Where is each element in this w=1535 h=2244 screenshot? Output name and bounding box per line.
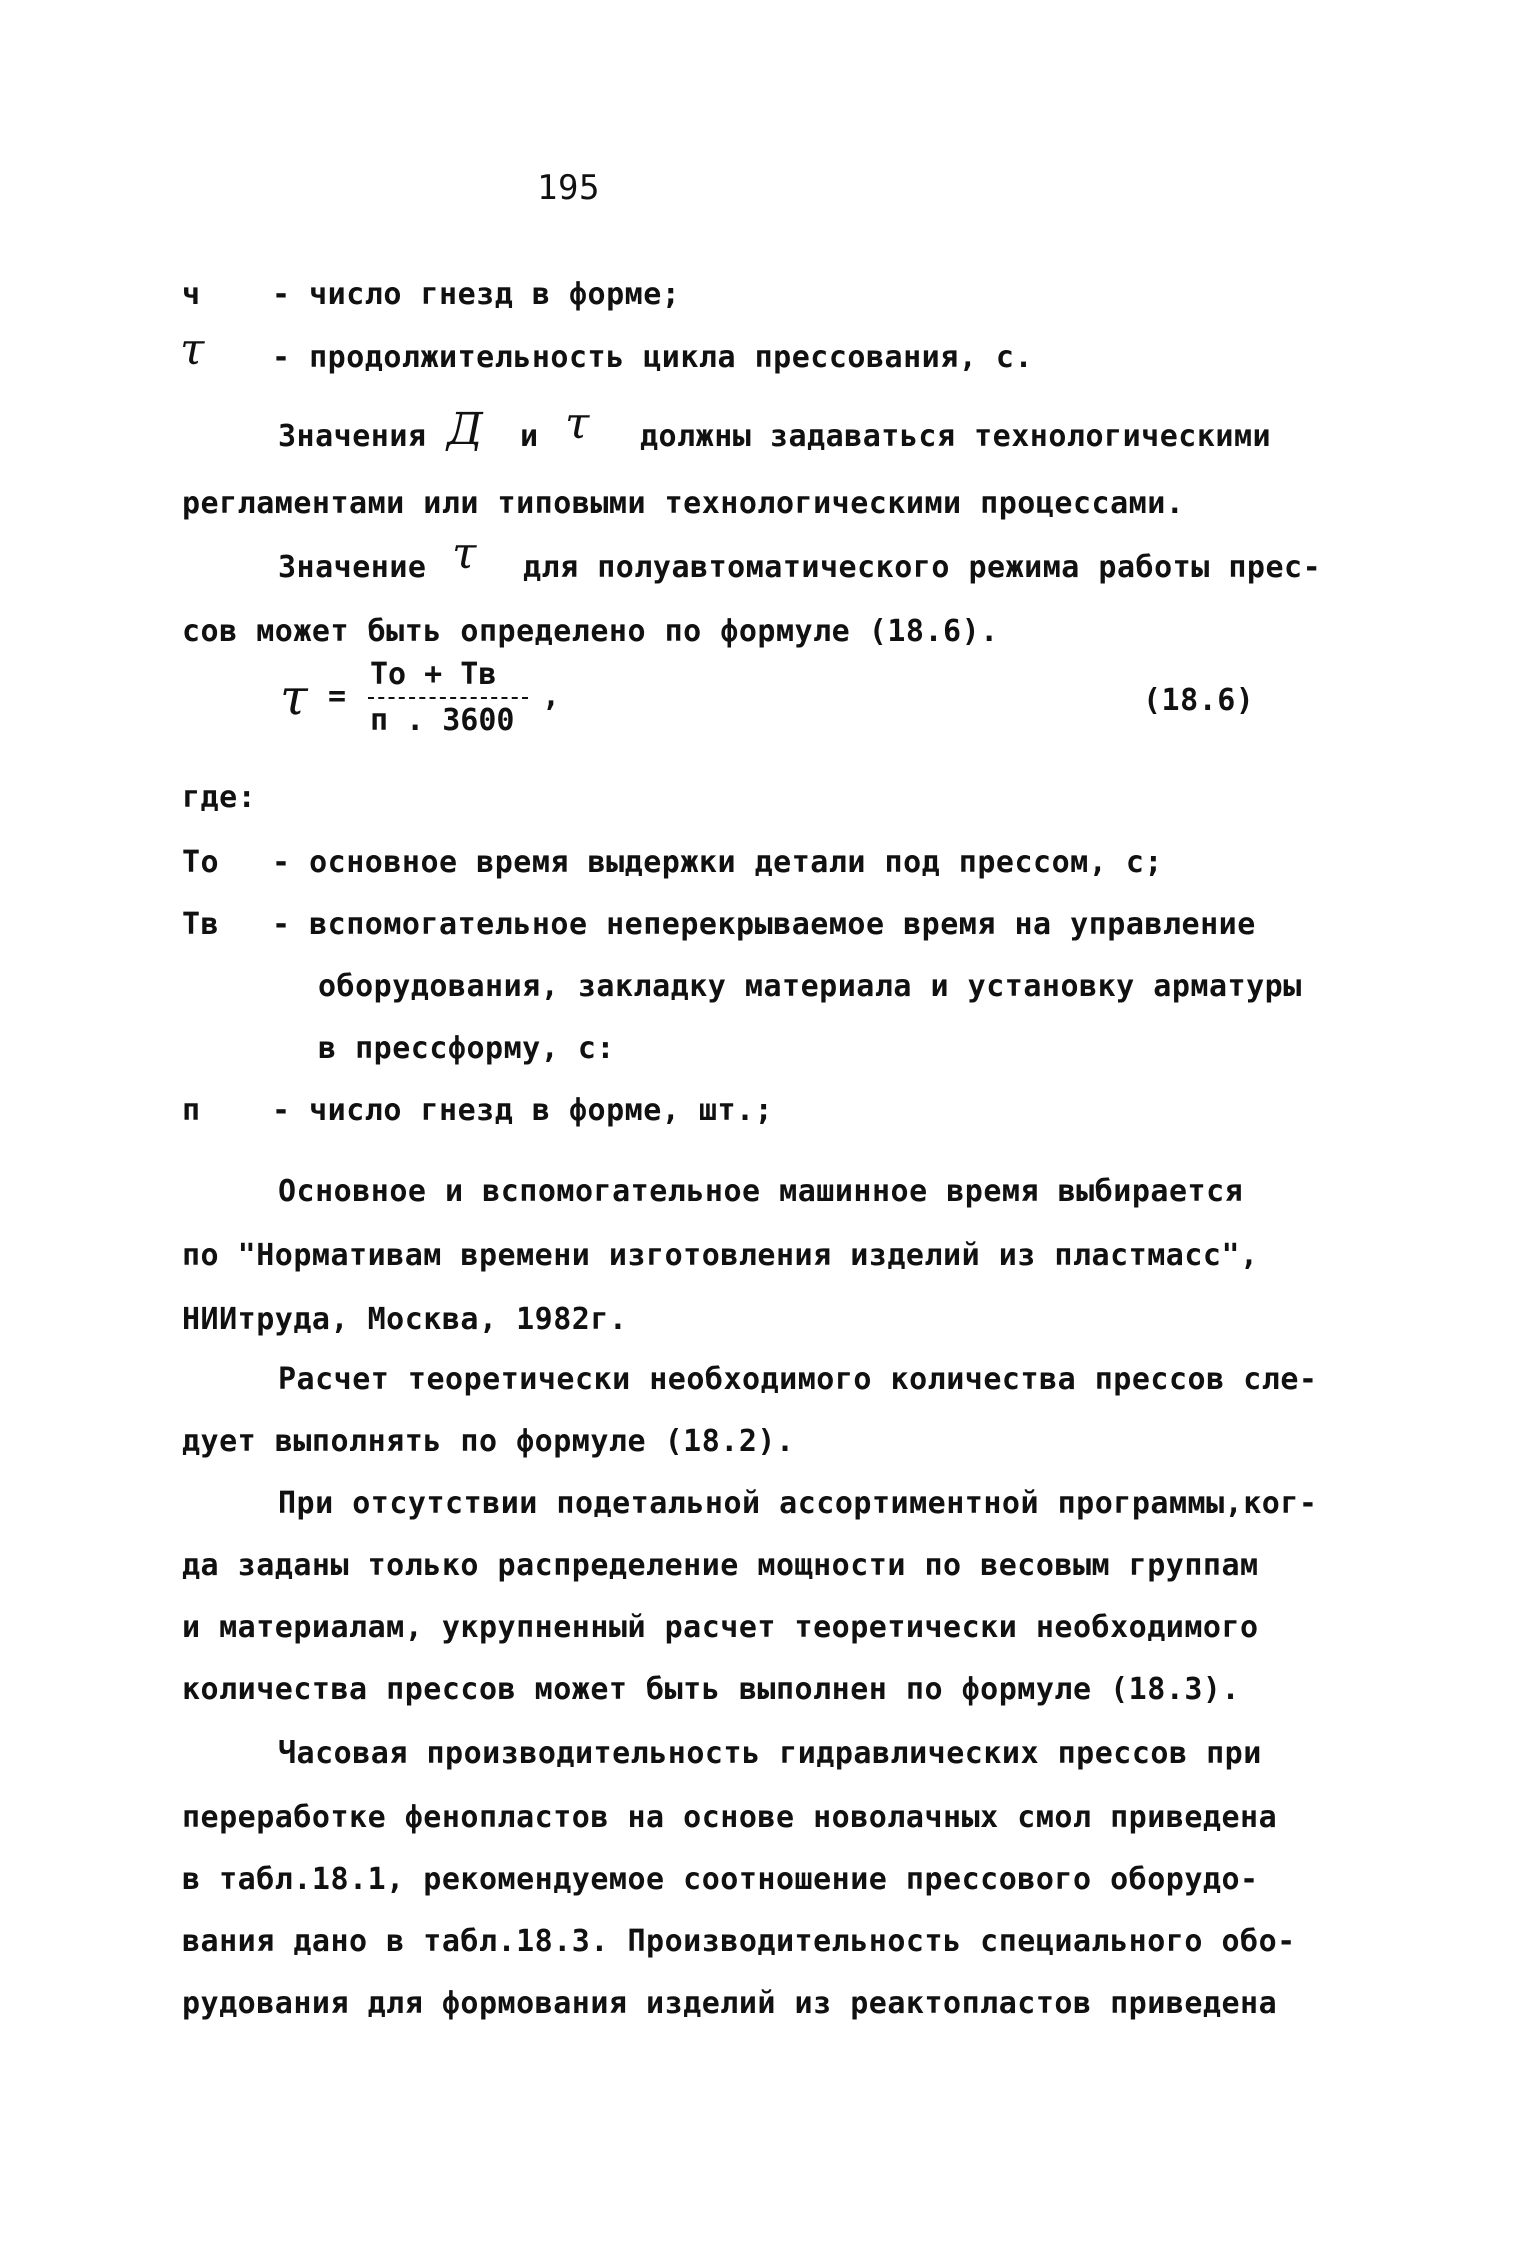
para3-line2: по "Нормативам времени изготовления изделий из пластмасс", xyxy=(182,1238,1259,1273)
para1-line1-start: Значения xyxy=(278,419,427,454)
formula-comma: , xyxy=(542,679,561,714)
para6-line5: рудования для формования изделий из реактопластов приведена xyxy=(182,1986,1278,2021)
def-symbol-tau: τ xyxy=(180,324,205,375)
para5-line2: да заданы только распределение мощности по весовым группам xyxy=(182,1548,1259,1583)
para6-line4: вания дано в табл.18.3. Производительность специального обо- xyxy=(182,1924,1296,1959)
para6-line2: переработке фенопластов на основе новолачных смол приведена xyxy=(182,1800,1278,1835)
formula-18-6 xyxy=(280,655,880,765)
para6-line1: Часовая производительность гидравлических прессов при xyxy=(278,1736,1262,1771)
formula-lhs-tau: τ xyxy=(280,668,308,726)
formula-denominator: п . 3600 xyxy=(370,703,515,738)
para6-line3: в табл.18.1, рекомендуемое соотношение прессового оборудо- xyxy=(182,1862,1259,1897)
para5-line4: количества прессов может быть выполнен по формуле (18.3). xyxy=(182,1672,1241,1707)
para5-line3: и материалам, укрупненный расчет теоретически необходимого xyxy=(182,1610,1259,1645)
para1-symbol-d: Д xyxy=(447,404,484,455)
def-text-tau: - продолжительность цикла прессования, с. xyxy=(272,340,1034,375)
def-text-ch: - число гнезд в форме; xyxy=(272,277,681,312)
formula-fraction-bar xyxy=(368,697,528,699)
formula-equals: = xyxy=(328,679,347,714)
def-symbol-tv: Tв xyxy=(182,907,220,942)
formula-numerator: To + Tв xyxy=(370,657,497,692)
page-number: 195 xyxy=(537,168,600,208)
para2-line1-end: для полуавтоматического режима работы прес- xyxy=(523,550,1322,585)
para4-line2: дует выполнять по формуле (18.2). xyxy=(182,1424,795,1459)
para3-line1: Основное и вспомогательное машинное время выбирается xyxy=(278,1174,1244,1209)
para1-line2: регламентами или типовыми технологическими процессами. xyxy=(182,486,1185,521)
def-text-n: - число гнезд в форме, шт.; xyxy=(272,1093,774,1128)
para4-line1: Расчет теоретически необходимого количества прессов сле- xyxy=(278,1362,1318,1397)
para1-and: и xyxy=(520,419,539,454)
def-text-to: - основное время выдержки детали под прессом, с; xyxy=(272,845,1163,880)
def-text-tv-line1: - вспомогательное неперекрываемое время на управление xyxy=(272,907,1256,942)
def-symbol-n: п xyxy=(182,1093,201,1128)
para1-symbol-tau: τ xyxy=(565,398,590,449)
def-text-tv-line2: оборудования, закладку материала и установку арматуры xyxy=(318,969,1302,1004)
para1-line1-end: должны задаваться технологическими xyxy=(640,419,1272,454)
para2-line2: сов может быть определено по формуле (18.6). xyxy=(182,614,999,649)
where-label: где: xyxy=(182,780,257,815)
para3-line3: НИИтруда, Москва, 1982г. xyxy=(182,1302,628,1337)
para2-line1-start: Значение xyxy=(278,550,427,585)
def-symbol-ch: ч xyxy=(182,277,201,312)
def-symbol-to: To xyxy=(182,845,220,880)
para2-symbol-tau: τ xyxy=(452,528,477,579)
def-text-tv-line3: в прессформу, с: xyxy=(318,1031,615,1066)
formula-number: (18.6) xyxy=(1143,683,1255,718)
para5-line1: При отсутствии подетальной ассортиментной программы,ког- xyxy=(278,1486,1318,1521)
